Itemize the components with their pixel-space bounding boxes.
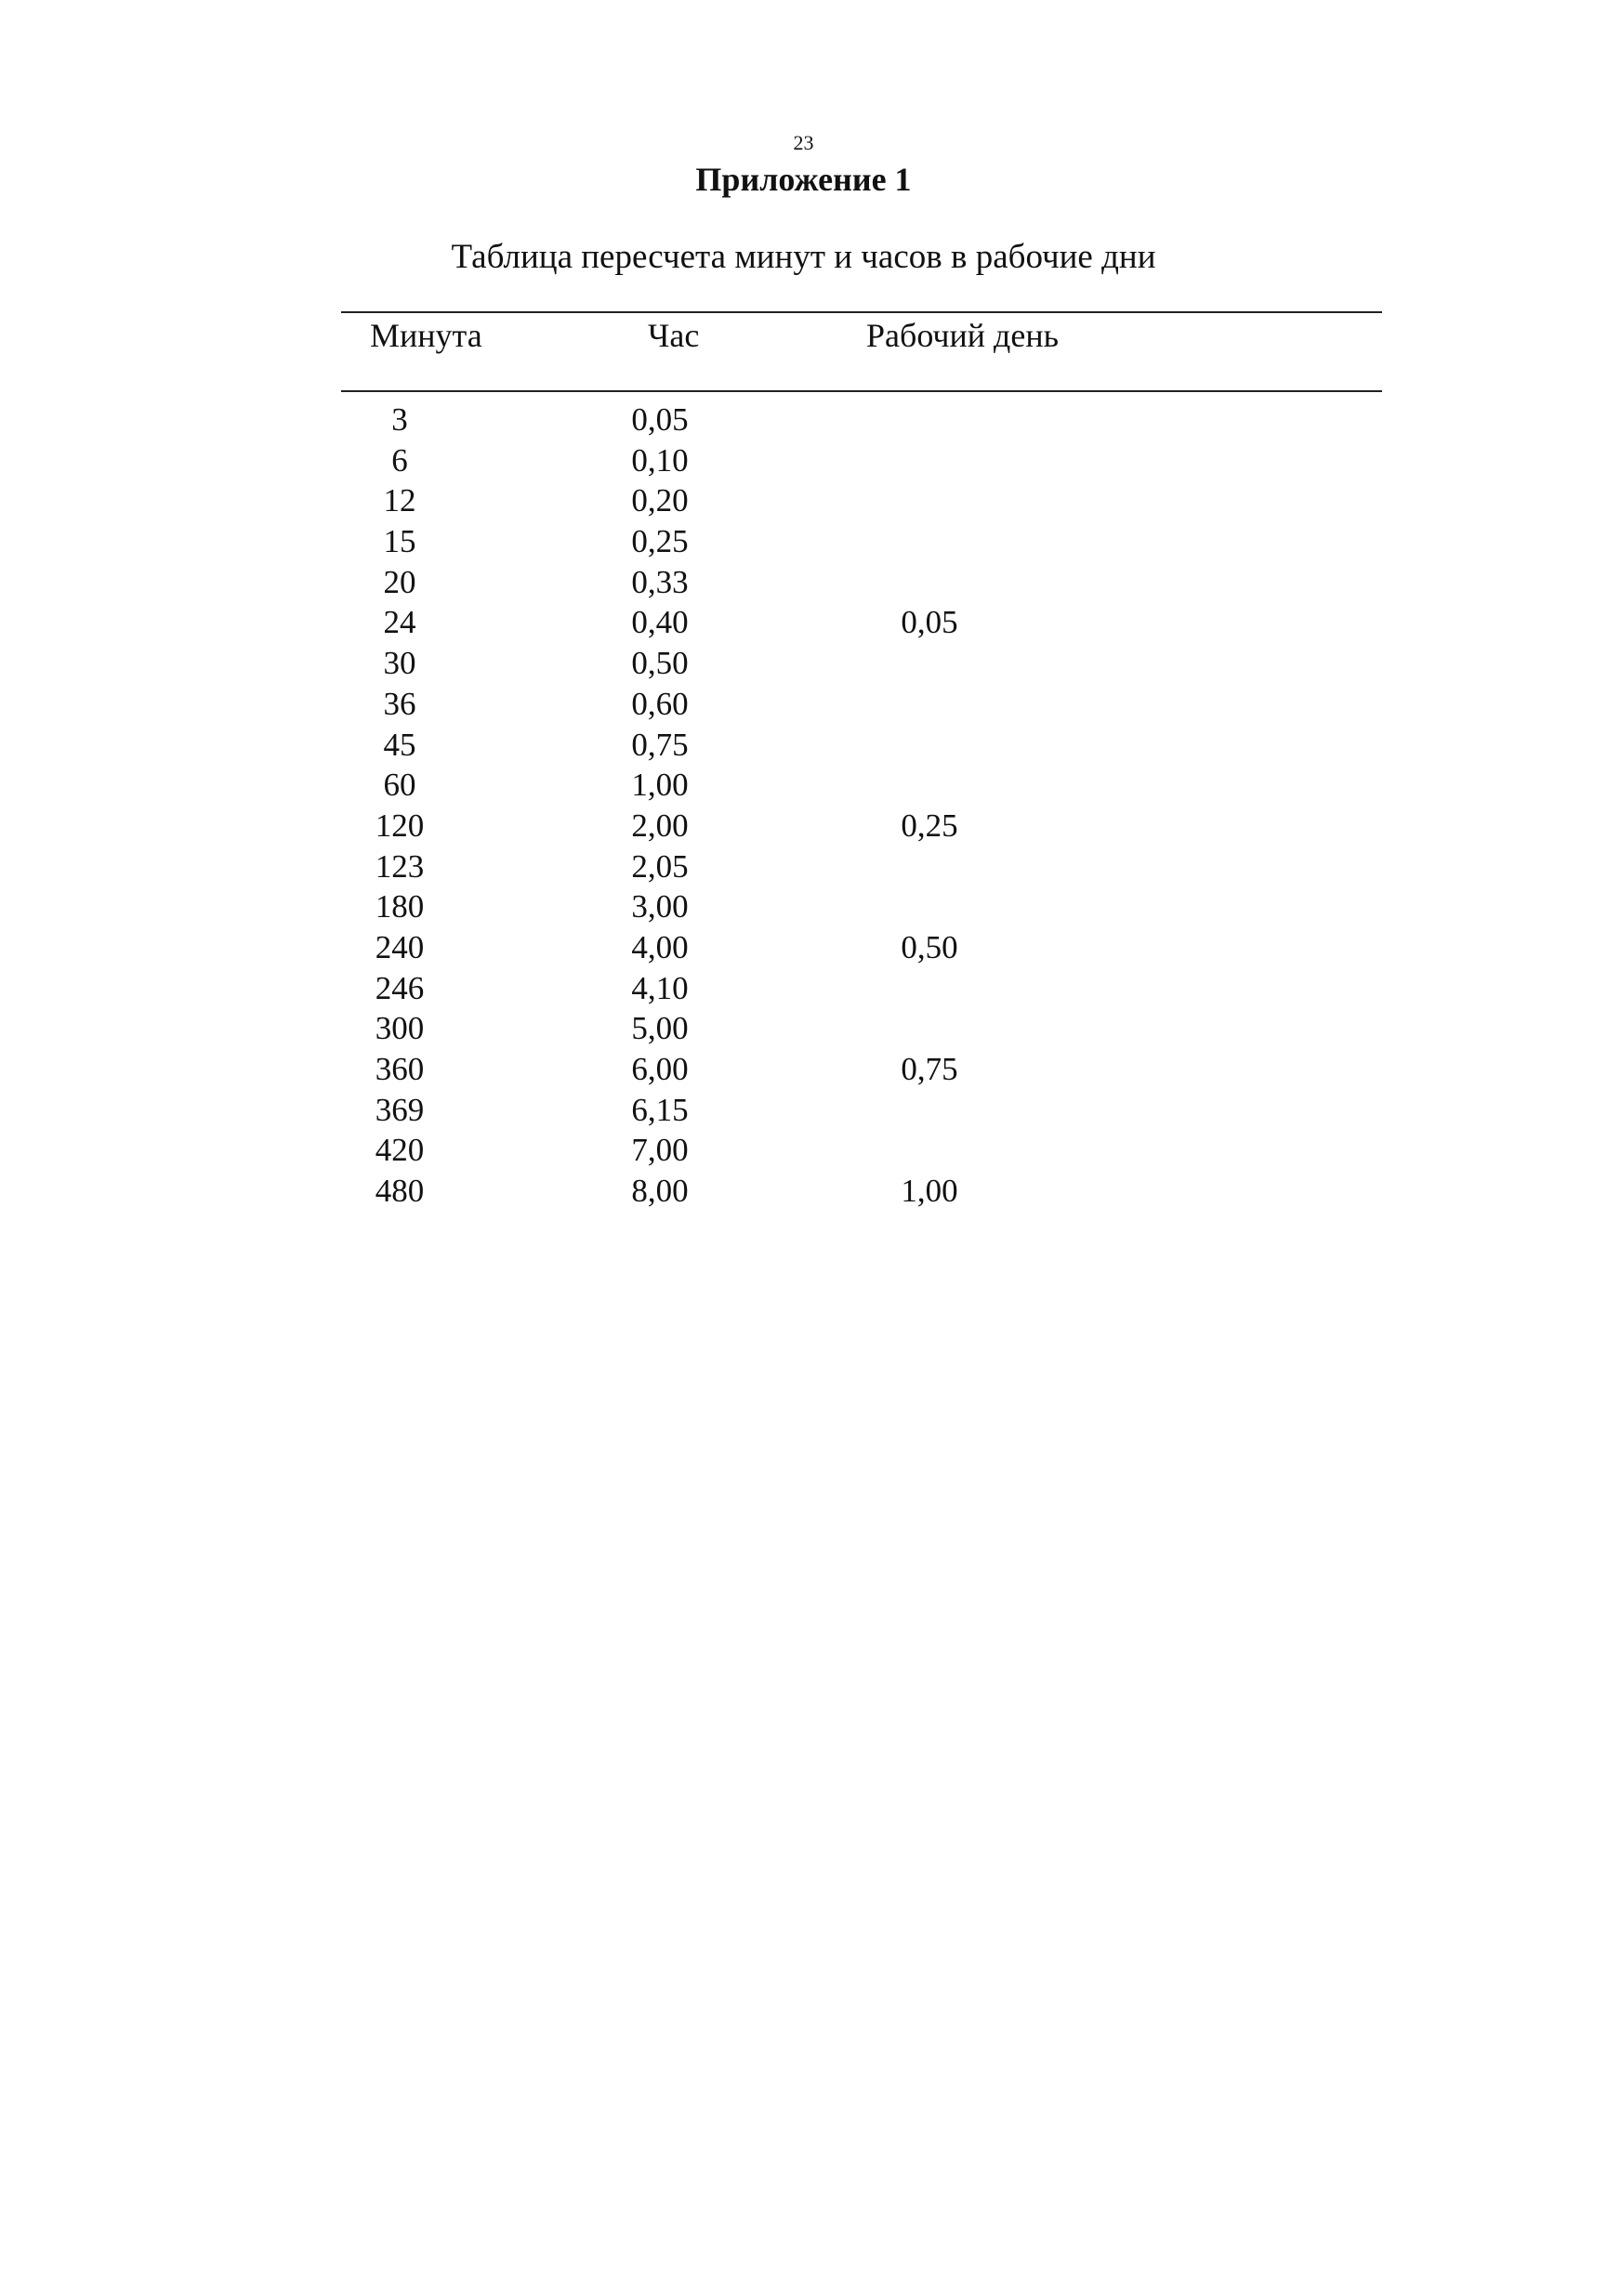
cell-minute: 420 xyxy=(375,1132,425,1169)
cell-minute: 123 xyxy=(375,847,425,885)
cell-minute: 180 xyxy=(375,888,425,925)
cell-minute: 30 xyxy=(383,645,416,682)
cell-hour: 6,00 xyxy=(631,1051,689,1087)
header-hour: Час xyxy=(648,317,700,354)
table-row xyxy=(0,440,1607,481)
table-row xyxy=(0,806,1607,846)
cell-hour: 2,05 xyxy=(631,847,689,885)
cell-minute: 369 xyxy=(375,1091,425,1128)
table-row xyxy=(0,562,1607,603)
cell-workday: 0,25 xyxy=(901,807,958,844)
cell-minute: 36 xyxy=(383,685,416,722)
cell-minute: 6 xyxy=(391,441,408,479)
cell-hour: 0,10 xyxy=(631,441,689,479)
cell-workday: 0,50 xyxy=(901,928,958,965)
cell-minute: 45 xyxy=(383,726,416,763)
cell-minute: 480 xyxy=(375,1173,425,1210)
cell-hour: 4,10 xyxy=(631,969,689,1006)
table-row xyxy=(0,1171,1607,1212)
table-row xyxy=(0,521,1607,562)
cell-hour: 6,15 xyxy=(631,1091,689,1128)
cell-hour: 8,00 xyxy=(631,1173,689,1210)
table-caption: Таблица пересчета минут и часов в рабочие дни xyxy=(451,238,1156,276)
table-row xyxy=(0,927,1607,968)
cell-minute: 20 xyxy=(383,563,416,600)
cell-minute: 24 xyxy=(383,604,416,641)
cell-workday: 0,75 xyxy=(901,1051,958,1087)
cell-minute: 3 xyxy=(391,401,408,438)
header-minute: Минута xyxy=(370,317,482,354)
cell-minute: 300 xyxy=(375,1010,425,1047)
table-row xyxy=(0,643,1607,684)
cell-minute: 240 xyxy=(375,928,425,965)
table-row xyxy=(0,725,1607,766)
cell-hour: 0,33 xyxy=(631,563,689,600)
cell-hour: 0,75 xyxy=(631,726,689,763)
cell-minute: 246 xyxy=(375,969,425,1006)
cell-hour: 4,00 xyxy=(631,928,689,965)
table-row xyxy=(0,684,1607,725)
table-row xyxy=(0,765,1607,806)
cell-hour: 0,05 xyxy=(631,401,689,438)
table-row xyxy=(0,1049,1607,1090)
cell-hour: 0,20 xyxy=(631,482,689,519)
table-row xyxy=(0,602,1607,643)
appendix-title: Приложение 1 xyxy=(695,161,912,198)
cell-workday: 0,05 xyxy=(901,604,958,641)
cell-minute: 120 xyxy=(375,807,425,844)
table-top-rule xyxy=(341,311,1382,313)
table-row xyxy=(0,1008,1607,1049)
cell-hour: 3,00 xyxy=(631,888,689,925)
cell-hour: 0,50 xyxy=(631,645,689,682)
table-row xyxy=(0,1130,1607,1171)
cell-hour: 7,00 xyxy=(631,1132,689,1169)
page-number: 23 xyxy=(793,131,814,154)
table-body xyxy=(0,400,1607,1212)
table-row xyxy=(0,1090,1607,1131)
cell-minute: 360 xyxy=(375,1051,425,1087)
cell-hour: 0,40 xyxy=(631,604,689,641)
cell-minute: 60 xyxy=(383,767,416,804)
cell-minute: 12 xyxy=(383,482,416,519)
table-row xyxy=(0,480,1607,521)
table-row xyxy=(0,968,1607,1009)
table-row xyxy=(0,400,1607,440)
table-row xyxy=(0,846,1607,887)
table-row xyxy=(0,886,1607,927)
cell-hour: 0,25 xyxy=(631,523,689,560)
cell-workday: 1,00 xyxy=(901,1173,958,1210)
header-workday: Рабочий день xyxy=(866,317,1059,354)
cell-hour: 0,60 xyxy=(631,685,689,722)
cell-hour: 5,00 xyxy=(631,1010,689,1047)
cell-hour: 2,00 xyxy=(631,807,689,844)
table-header-rule xyxy=(341,390,1382,392)
cell-minute: 15 xyxy=(383,523,416,560)
cell-hour: 1,00 xyxy=(631,767,689,804)
